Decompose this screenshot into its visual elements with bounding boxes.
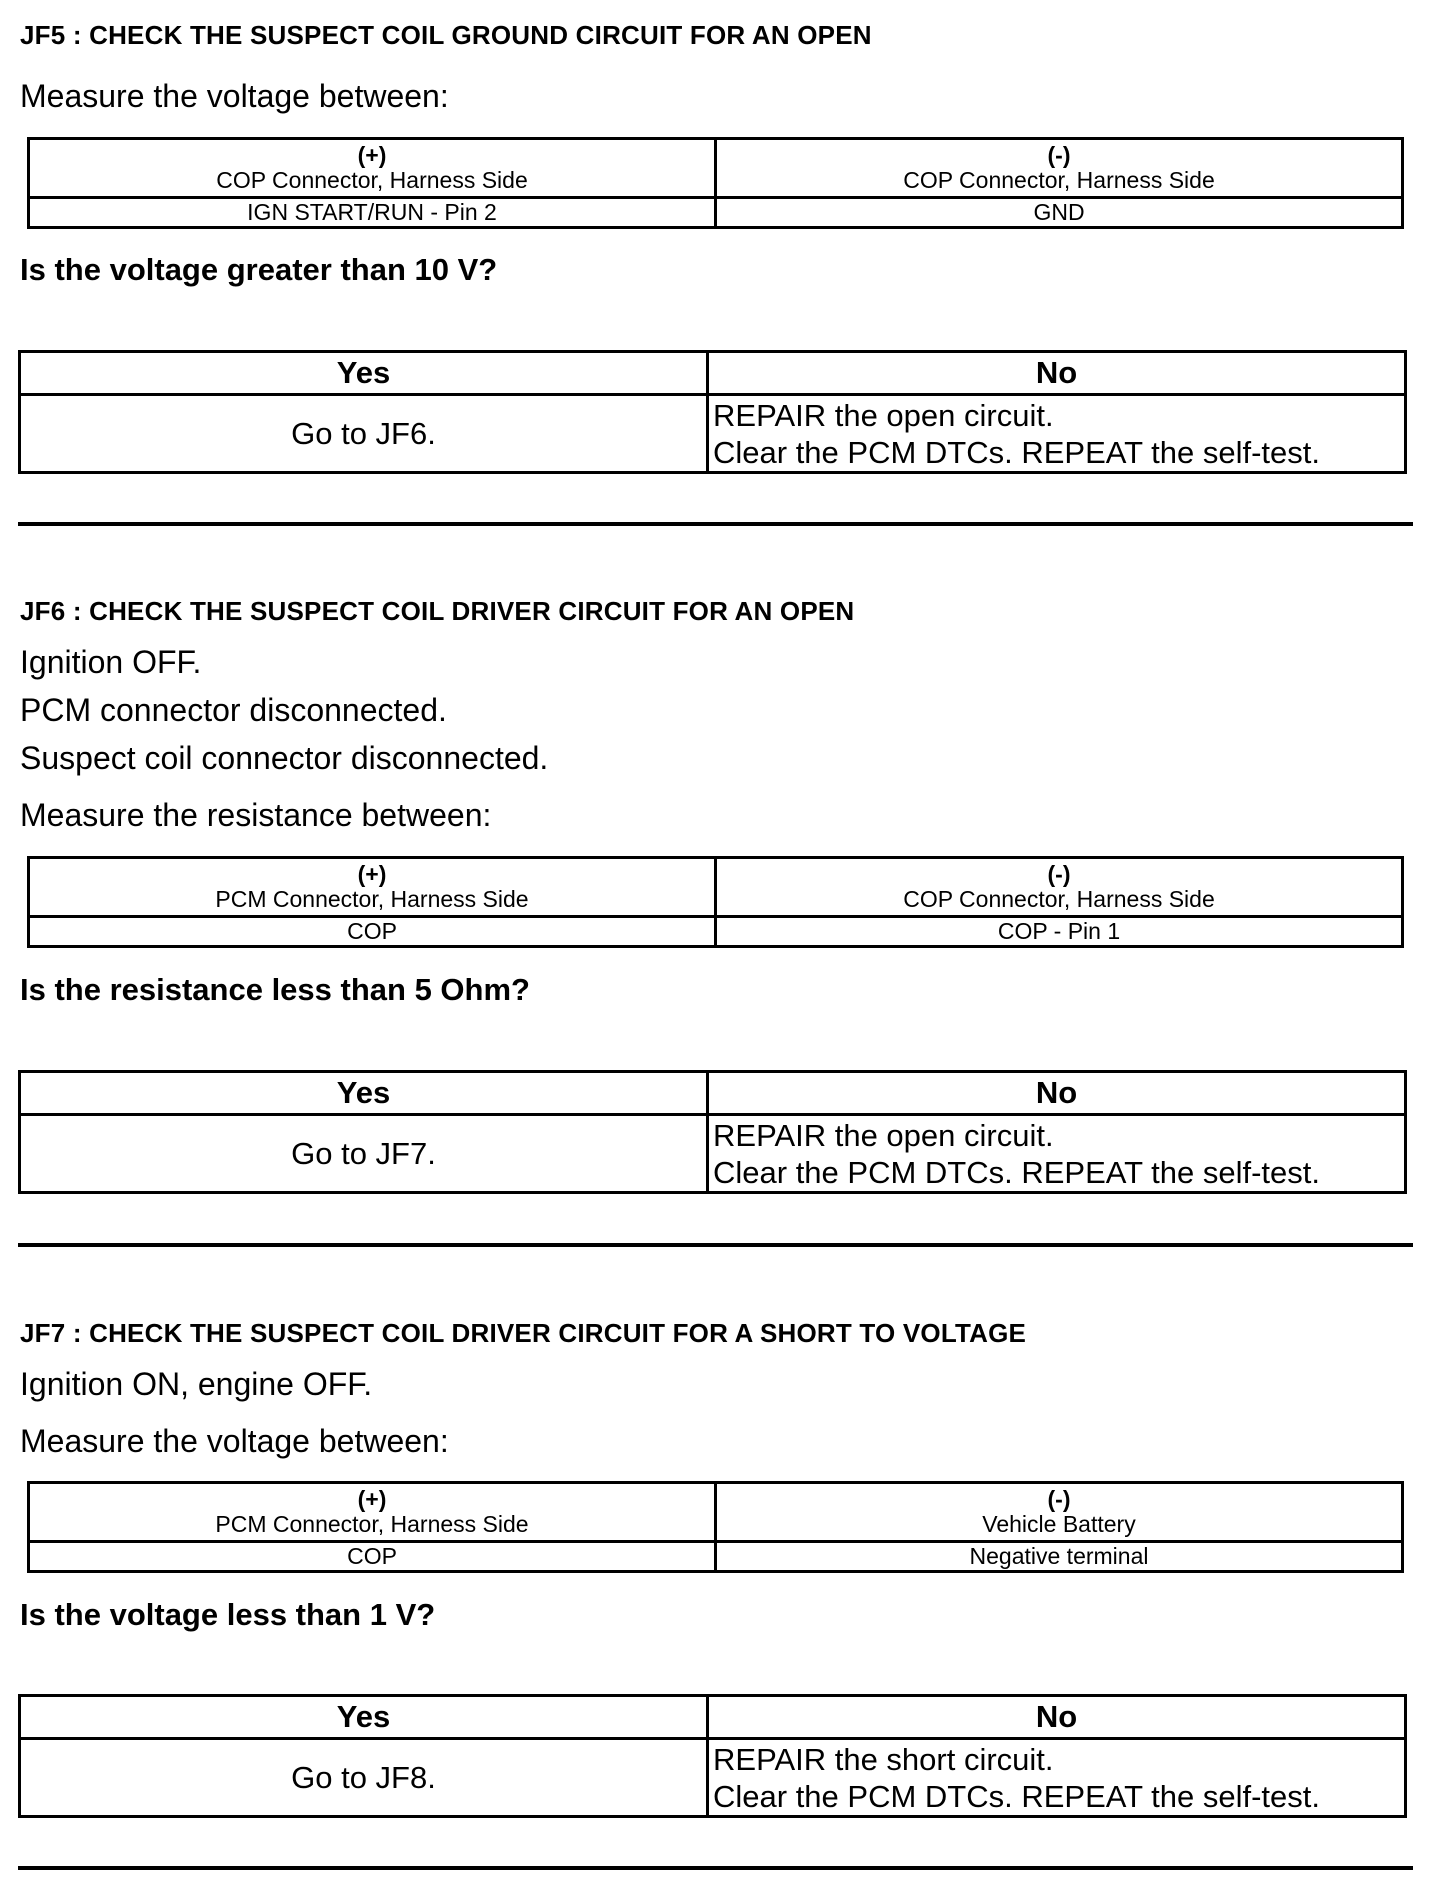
no-action — [708, 395, 1406, 473]
yes-action: Go to JF8. — [20, 1739, 708, 1817]
positive-sign: (+) — [357, 861, 387, 887]
positive-lead-location: COP Connector, Harness Side — [216, 167, 528, 193]
step-question-jf6: Is the resistance less than 5 Ohm? — [20, 972, 530, 1007]
positive-lead-header — [29, 1483, 716, 1542]
step-heading-jf5: JF5 : CHECK THE SUSPECT COIL GROUND CIRCUIT FOR AN OPEN — [20, 20, 872, 50]
no-action-line: REPAIR the open circuit. — [713, 397, 1054, 433]
negative-sign: (-) — [1047, 861, 1071, 887]
negative-sign: (-) — [1047, 142, 1071, 168]
negative-sign: (-) — [1047, 1486, 1071, 1512]
positive-sign: (+) — [357, 1486, 387, 1512]
no-action — [708, 1115, 1406, 1193]
yes-action: Go to JF7. — [20, 1115, 708, 1193]
no-action-line: Clear the PCM DTCs. REPEAT the self-test. — [713, 434, 1320, 470]
yes-no-table-jf6 — [18, 1070, 1407, 1194]
yes-header: Yes — [20, 1072, 708, 1115]
negative-lead-header — [716, 139, 1403, 198]
negative-lead-location: COP Connector, Harness Side — [903, 886, 1215, 912]
negative-lead-point: COP - Pin 1 — [716, 917, 1403, 947]
no-action-line: REPAIR the open circuit. — [713, 1117, 1054, 1153]
yes-no-table-jf7 — [18, 1694, 1407, 1818]
positive-sign: (+) — [357, 142, 387, 168]
yes-no-table-jf5 — [18, 350, 1407, 474]
negative-lead-location: COP Connector, Harness Side — [903, 167, 1215, 193]
positive-lead-header — [29, 858, 716, 917]
instruction-line: Suspect coil connector disconnected. — [20, 740, 549, 776]
step-question-jf5: Is the voltage greater than 10 V? — [20, 252, 498, 287]
yes-header: Yes — [20, 352, 708, 395]
no-action-line: REPAIR the short circuit. — [713, 1741, 1054, 1777]
negative-lead-location: Vehicle Battery — [982, 1511, 1136, 1537]
positive-lead-location: PCM Connector, Harness Side — [215, 1511, 529, 1537]
positive-lead-point: IGN START/RUN - Pin 2 — [29, 198, 716, 228]
instruction-line: Measure the voltage between: — [20, 1423, 449, 1459]
no-action-line: Clear the PCM DTCs. REPEAT the self-test. — [713, 1778, 1320, 1814]
measurement-table-jf5 — [27, 137, 1404, 229]
step-heading-jf6: JF6 : CHECK THE SUSPECT COIL DRIVER CIRCUIT FOR AN OPEN — [20, 596, 855, 626]
step-heading-jf7: JF7 : CHECK THE SUSPECT COIL DRIVER CIRCUIT FOR A SHORT TO VOLTAGE — [20, 1318, 1027, 1348]
positive-lead-location: PCM Connector, Harness Side — [215, 886, 529, 912]
instruction-line: PCM connector disconnected. — [20, 692, 447, 728]
yes-action: Go to JF6. — [20, 395, 708, 473]
measurement-table-jf6 — [27, 856, 1404, 948]
negative-lead-header — [716, 858, 1403, 917]
section-divider — [18, 1243, 1413, 1247]
instruction-line: Measure the resistance between: — [20, 797, 492, 833]
section-divider — [18, 1866, 1413, 1870]
negative-lead-header — [716, 1483, 1403, 1542]
no-header: No — [708, 352, 1406, 395]
instruction-line: Ignition OFF. — [20, 644, 202, 680]
yes-header: Yes — [20, 1696, 708, 1739]
negative-lead-point: GND — [716, 198, 1403, 228]
positive-lead-point: COP — [29, 1542, 716, 1572]
positive-lead-header — [29, 139, 716, 198]
measurement-table-jf7 — [27, 1481, 1404, 1573]
instruction-line: Measure the voltage between: — [20, 78, 449, 114]
no-action-line: Clear the PCM DTCs. REPEAT the self-test. — [713, 1154, 1320, 1190]
section-divider — [18, 522, 1413, 526]
no-header: No — [708, 1072, 1406, 1115]
positive-lead-point: COP — [29, 917, 716, 947]
no-header: No — [708, 1696, 1406, 1739]
no-action — [708, 1739, 1406, 1817]
step-question-jf7: Is the voltage less than 1 V? — [20, 1597, 436, 1632]
instruction-line: Ignition ON, engine OFF. — [20, 1366, 373, 1402]
negative-lead-point: Negative terminal — [716, 1542, 1403, 1572]
